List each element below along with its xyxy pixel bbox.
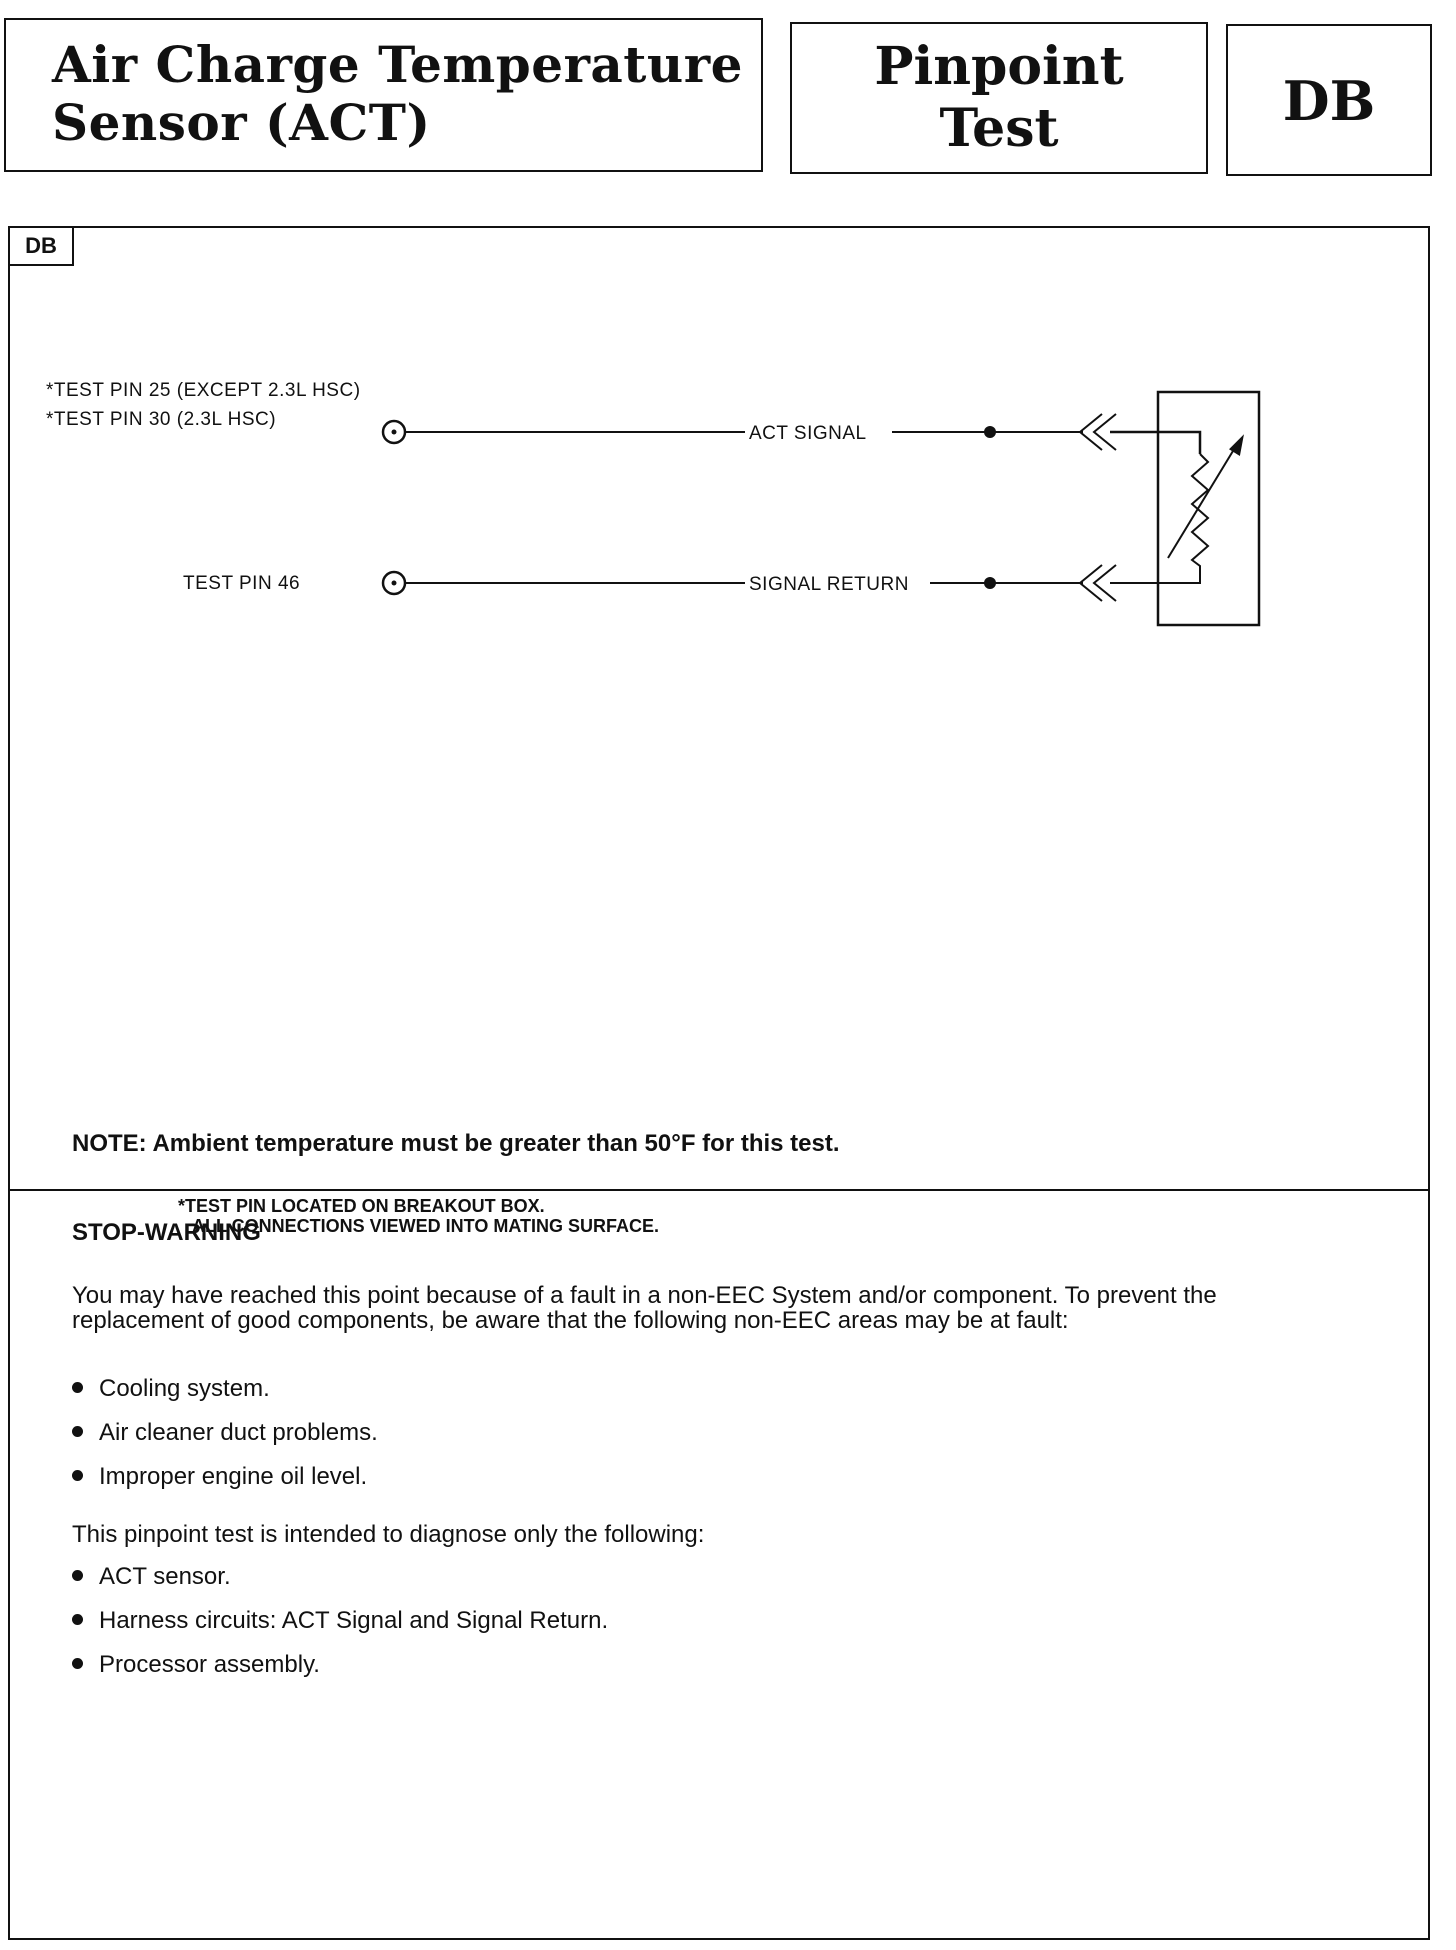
test-type-line-1: Pinpoint <box>874 36 1124 97</box>
ambient-note: NOTE: Ambient temperature must be greater than 50°F for this test. <box>72 1130 840 1157</box>
scope-intro: This pinpoint test is intended to diagnose only the following: <box>72 1521 705 1548</box>
stop-warning-title: STOP-WARNING <box>72 1219 261 1246</box>
section-divider <box>10 1189 1430 1191</box>
page-title <box>52 36 743 152</box>
test-code-box <box>1226 24 1432 176</box>
bullet-icon <box>72 1614 83 1625</box>
test-type-line-2: Test <box>939 98 1059 159</box>
test-code: DB <box>1282 69 1376 133</box>
bullet-icon <box>72 1658 83 1669</box>
list-item: ACT sensor. <box>72 1563 608 1607</box>
section-tag: DB <box>10 228 74 266</box>
test-type-box <box>790 22 1208 174</box>
list-item: Harness circuits: ACT Signal and Signal Return. <box>72 1607 608 1651</box>
act-signal-splice <box>984 426 996 438</box>
act-sensor-thermistor <box>1110 392 1259 625</box>
signal-return-splice <box>984 577 996 589</box>
list-item: Air cleaner duct problems. <box>72 1419 378 1463</box>
list-item: Cooling system. <box>72 1375 378 1419</box>
pin-label-46: TEST PIN 46 <box>183 573 301 594</box>
scope-list <box>72 1563 608 1695</box>
bullet-icon <box>72 1570 83 1581</box>
list-item: Improper engine oil level. <box>72 1463 378 1507</box>
title-box <box>4 18 763 172</box>
list-item: Processor assembly. <box>72 1651 608 1695</box>
footnote-line-2: ALL CONNECTIONS VIEWED INTO MATING SURFACE. <box>192 1216 660 1236</box>
wiring-diagram <box>10 228 1430 1188</box>
test-type-label <box>792 36 1206 160</box>
bullet-icon <box>72 1426 83 1437</box>
bullet-icon <box>72 1382 83 1393</box>
non-eec-areas-list <box>72 1375 378 1507</box>
bullet-icon <box>72 1470 83 1481</box>
warning-intro: You may have reached this point because of a fault in a non-EEC System and/or component. To prevent the replacement of good components, be aware that the following non-EEC areas may be at fault: <box>72 1282 1217 1334</box>
test-pin-terminal-bottom <box>383 572 405 594</box>
pin-label-30: *TEST PIN 30 (2.3L HSC) <box>46 409 277 430</box>
pin-label-25: *TEST PIN 25 (EXCEPT 2.3L HSC) <box>46 380 361 401</box>
title-line-1: Air Charge Temperature <box>52 35 743 94</box>
footnote-line-1: *TEST PIN LOCATED ON BREAKOUT BOX. <box>178 1196 545 1216</box>
signal-return-label: SIGNAL RETURN <box>749 574 909 595</box>
act-signal-label: ACT SIGNAL <box>749 423 867 444</box>
title-line-2: Sensor (ACT) <box>52 93 431 152</box>
test-pin-terminal-top <box>383 421 405 443</box>
